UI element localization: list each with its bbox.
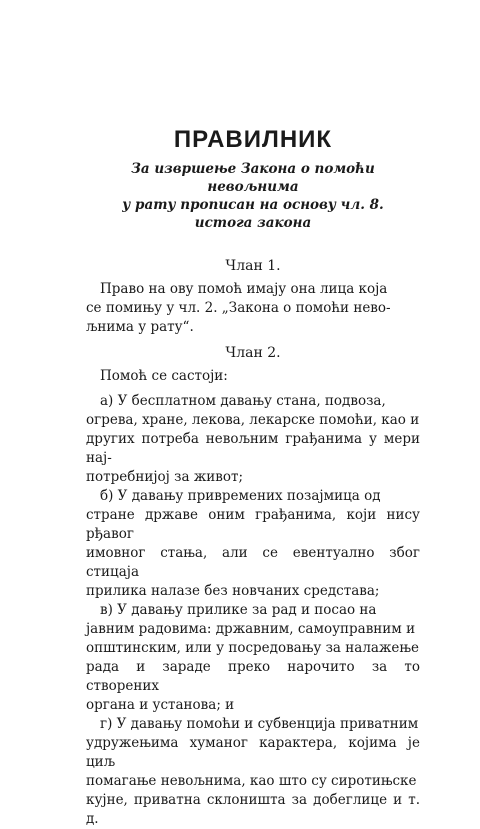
text-line: помагање невољнима, као што су сиротињске xyxy=(86,773,417,789)
text-line: општинским, или у посредовању за налажење xyxy=(86,640,419,656)
text-line: љнима у рату“. xyxy=(86,319,194,335)
text-line: других потреба невољним грађанима у мери нај- xyxy=(86,431,420,466)
text-line: г) У давању помоћи и субвенција приватним xyxy=(100,716,419,732)
text-line: Право на ову помоћ имају она лица која xyxy=(100,281,388,297)
text-line: стране државе оним грађанима, који нису рђавог xyxy=(86,507,420,542)
article-2-item-a xyxy=(86,392,420,487)
text-line: огрева, хране, лекова, лекарске помоћи, као и xyxy=(86,412,420,428)
article-2-heading: Члан 2. xyxy=(225,345,281,361)
document-subtitle xyxy=(86,160,420,232)
text-line: в) У давању прилике за рад и посао на xyxy=(100,602,377,618)
subtitle-line: у рату прописан на основу чл. 8. xyxy=(122,197,384,213)
subtitle-line: За извршење Закона о помоћи невољнима xyxy=(131,161,375,195)
article-2-intro xyxy=(86,367,420,386)
text-line: удружењима хуманог карактера, којима је циљ xyxy=(86,735,420,770)
text-line: потребнијој за живот; xyxy=(86,469,244,485)
text-line: прилика налазе без новчаних средстава; xyxy=(86,583,380,599)
text-line: рада и зараде преко нарочито за то створених xyxy=(86,659,420,694)
text-line: јавним радовима: државним, самоуправним и xyxy=(86,621,416,637)
text-line: органа и установа; и xyxy=(86,697,235,713)
text-line: б) У давању привремених позајмица од xyxy=(100,488,381,504)
text-line: а) У бесплатном давању стана, подвоза, xyxy=(100,393,386,409)
text-line: се помињу у чл. 2. „Закона о помоћи нево- xyxy=(86,300,391,316)
subtitle-line: истога закона xyxy=(194,215,312,231)
article-2-item-v xyxy=(86,601,420,715)
text-line: имовног стања, али се евентуално због стицаја xyxy=(86,545,420,580)
article-1-text xyxy=(86,280,420,337)
text-line: Помоћ се састоји: xyxy=(100,368,228,384)
article-2-item-b xyxy=(86,487,420,601)
article-1-heading: Члан 1. xyxy=(225,258,281,274)
text-line: кујне, приватна склоништа за добеглице и т. д. xyxy=(86,792,420,827)
article-2-item-g xyxy=(86,715,420,829)
document-title: ПРАВИЛНИК xyxy=(173,126,333,153)
